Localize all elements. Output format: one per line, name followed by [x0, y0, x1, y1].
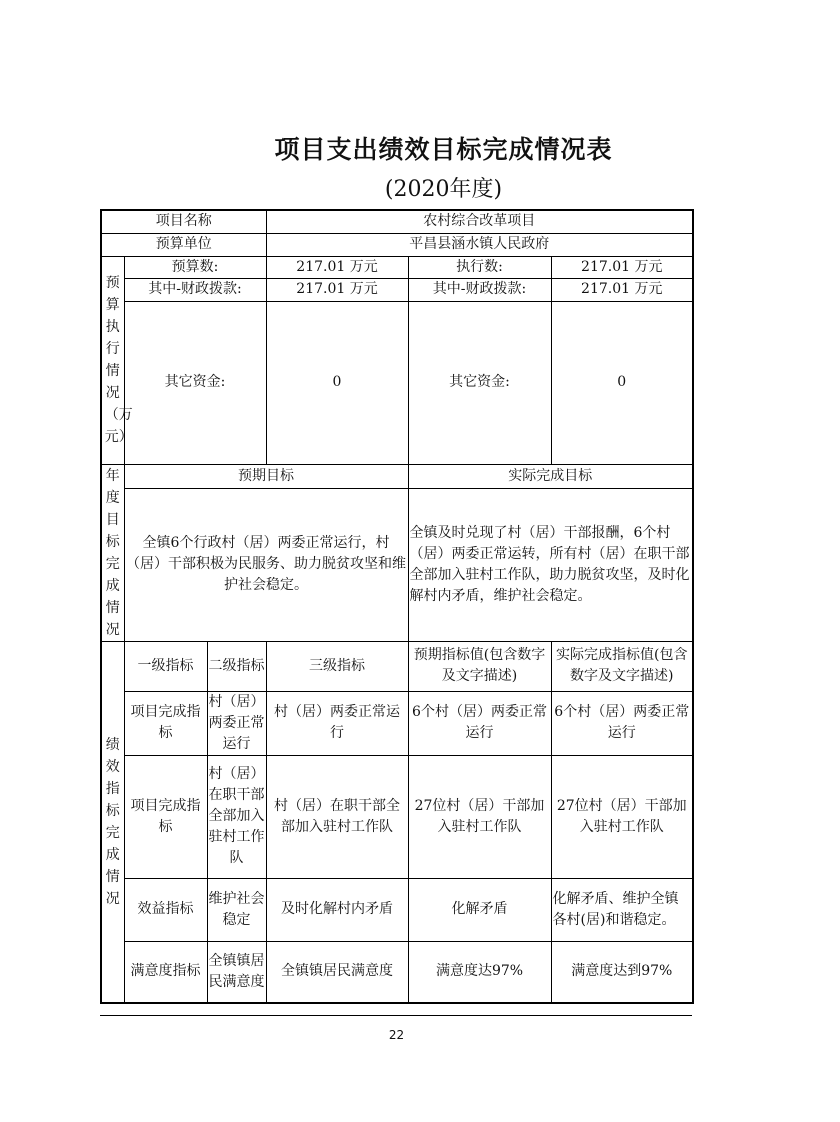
table-row — [101, 301, 693, 464]
budget-execution-text: 预算执行情况（万元） — [104, 275, 133, 445]
header-level3: 三级指标 — [266, 641, 408, 691]
table-row — [101, 210, 693, 233]
cell: 全镇镇居民满意度 — [266, 941, 408, 1003]
table-row — [101, 878, 693, 941]
table-row — [101, 278, 693, 301]
cell: 及时化解村内矛盾 — [266, 878, 408, 941]
other-funds-value: 0 — [266, 301, 408, 464]
performance-table — [100, 209, 694, 1004]
table-row — [101, 256, 693, 278]
annual-goal-section-label — [101, 464, 124, 641]
cell: 村（居）在职干部全部加入驻村工作队 — [207, 755, 266, 878]
actual-goal-header: 实际完成目标 — [408, 464, 693, 488]
table-row — [101, 488, 693, 641]
cell: 项目完成指标 — [124, 755, 207, 878]
page-title: 项目支出绩效目标完成情况表 — [274, 135, 613, 164]
header-level1: 一级指标 — [124, 641, 207, 691]
table-row — [101, 941, 693, 1003]
project-name-label: 项目名称 — [101, 210, 266, 233]
cell: 项目完成指标 — [124, 691, 207, 755]
cell: 6个村（居）两委正常运行 — [408, 691, 551, 755]
cell: 村（居）在职干部全部加入驻村工作队 — [266, 755, 408, 878]
table-row — [101, 233, 693, 256]
cell: 村（居）两委正常运行 — [207, 691, 266, 755]
fiscal-value-actual: 217.01 万元 — [551, 278, 693, 301]
budget-value: 217.01 万元 — [266, 256, 408, 278]
fiscal-label: 其中-财政拨款: — [124, 278, 266, 301]
cell: 满意度达到97% — [551, 941, 693, 1003]
table-row — [101, 464, 693, 488]
table-row — [101, 755, 693, 878]
budget-unit-label: 预算单位 — [101, 233, 266, 256]
cell: 6个村（居）两委正常运行 — [551, 691, 693, 755]
header-level2: 二级指标 — [207, 641, 266, 691]
cell: 效益指标 — [124, 878, 207, 941]
other-funds-value-actual: 0 — [551, 301, 693, 464]
cell: 27位村（居）干部加入驻村工作队 — [551, 755, 693, 878]
budget-execution-section-label — [101, 256, 133, 464]
project-name-value: 农村综合改革项目 — [266, 210, 693, 233]
cell: 化解矛盾 — [408, 878, 551, 941]
exec-label: 执行数: — [408, 256, 551, 278]
page-subtitle: (2020年度) — [384, 177, 503, 202]
cell: 27位村（居）干部加入驻村工作队 — [408, 755, 551, 878]
cell: 维护社会稳定 — [207, 878, 266, 941]
expected-goal-text: 全镇6个行政村（居）两委正常运行，村（居）干部积极为民服务、助力脱贫攻坚和维护社会稳定。 — [124, 488, 408, 641]
other-funds-label-actual: 其它资金: — [408, 301, 551, 464]
cell: 全镇镇居民满意度 — [207, 941, 266, 1003]
cell: 满意度达97% — [408, 941, 551, 1003]
performance-section-label — [101, 641, 124, 1003]
fiscal-label-actual: 其中-财政拨款: — [408, 278, 551, 301]
cell: 化解矛盾、维护全镇各村(居)和谐稳定。 — [551, 878, 693, 941]
footer-divider — [100, 1015, 692, 1016]
page-number: 22 — [388, 1028, 405, 1042]
table-row — [101, 691, 693, 755]
budget-unit-value: 平昌县涵水镇人民政府 — [266, 233, 693, 256]
actual-goal-text: 全镇及时兑现了村（居）干部报酬，6个村（居）两委正常运转，所有村（居）在职干部全部加入驻村工作队，助力脱贫攻坚，及时化解村内矛盾，维护社会稳定。 — [408, 488, 693, 641]
performance-text: 绩效指标完成情况 — [105, 736, 120, 907]
cell: 村（居）两委正常运行 — [266, 691, 408, 755]
header-expected-value: 预期指标值(包含数字及文字描述) — [408, 641, 551, 691]
fiscal-value: 217.01 万元 — [266, 278, 408, 301]
cell: 满意度指标 — [124, 941, 207, 1003]
annual-goal-text: 年度目标完成情况 — [105, 467, 120, 638]
other-funds-label: 其它资金: — [124, 301, 266, 464]
header-actual-value: 实际完成指标值(包含数字及文字描述) — [551, 641, 693, 691]
table-row — [101, 641, 693, 691]
budget-label: 预算数: — [124, 256, 266, 278]
expected-goal-header: 预期目标 — [124, 464, 408, 488]
exec-value: 217.01 万元 — [551, 256, 693, 278]
